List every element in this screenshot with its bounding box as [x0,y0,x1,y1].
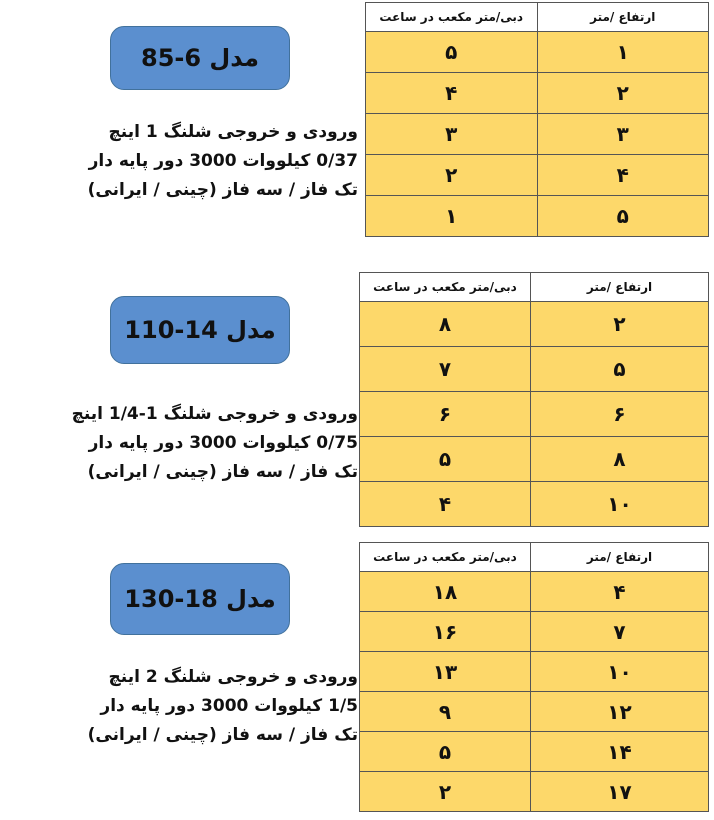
description-line: 0/37 کیلووات 3000 دور پایه دار [88,151,358,171]
description-line: تک فاز / سه فاز (چینی / ایرانی) [87,725,358,745]
description-line: ورودی و خروجی شلنگ 1-1/4 اینچ [71,404,358,424]
cell-flow: ۹ [360,692,531,732]
header-height: ارتفاع /متر [531,273,709,302]
cell-height: ۷ [531,612,709,652]
cell-flow: ۱۶ [360,612,531,652]
model-title-85-6: مدل 6-85 [110,26,290,90]
description-line: ورودی و خروجی شلنگ 1 اینچ [108,122,358,142]
cell-flow: ۲ [366,155,538,196]
cell-height: ۲ [537,73,709,114]
model-description [72,400,358,487]
header-height: ارتفاع /متر [531,543,709,572]
header-flow: دبی/متر مکعب در ساعت [360,543,531,572]
cell-flow: ۱۸ [360,572,531,612]
header-height: ارتفاع /متر [537,3,709,32]
spec-table-110-14 [359,272,709,527]
cell-height: ۶ [531,392,709,437]
description-line: 0/75 کیلووات 3000 دور پایه دار [88,433,358,453]
cell-flow: ۴ [360,482,531,527]
cell-flow: ۶ [360,392,531,437]
cell-flow: ۵ [360,437,531,482]
model-description [88,118,358,205]
cell-height: ۱۴ [531,732,709,772]
cell-height: ۱۲ [531,692,709,732]
cell-flow: ۲ [360,772,531,812]
description-line: 1/5 کیلووات 3000 دور پایه دار [100,696,358,716]
cell-height: ۴ [537,155,709,196]
header-flow: دبی/متر مکعب در ساعت [360,273,531,302]
cell-height: ۱ [537,32,709,73]
cell-height: ۲ [531,302,709,347]
cell-height: ۴ [531,572,709,612]
description-line: ورودی و خروجی شلنگ 2 اینچ [108,667,358,687]
cell-flow: ۵ [360,732,531,772]
model-title-110-14: مدل 14-110 [110,296,290,364]
cell-height: ۱۰ [531,652,709,692]
cell-flow: ۵ [366,32,538,73]
spec-table-85-6 [365,2,709,237]
cell-height: ۵ [537,196,709,237]
description-line: تک فاز / سه فاز (چینی / ایرانی) [87,462,358,482]
cell-height: ۳ [537,114,709,155]
cell-height: ۱۰ [531,482,709,527]
cell-height: ۸ [531,437,709,482]
header-flow: دبی/متر مکعب در ساعت [366,3,538,32]
model-title-130-18: مدل 18-130 [110,563,290,635]
description-line: تک فاز / سه فاز (چینی / ایرانی) [87,180,358,200]
cell-flow: ۸ [360,302,531,347]
cell-flow: ۷ [360,347,531,392]
cell-height: ۱۷ [531,772,709,812]
cell-flow: ۱۳ [360,652,531,692]
cell-flow: ۴ [366,73,538,114]
spec-table-130-18 [359,542,709,812]
cell-height: ۵ [531,347,709,392]
cell-flow: ۳ [366,114,538,155]
cell-flow: ۱ [366,196,538,237]
model-description [88,663,358,750]
